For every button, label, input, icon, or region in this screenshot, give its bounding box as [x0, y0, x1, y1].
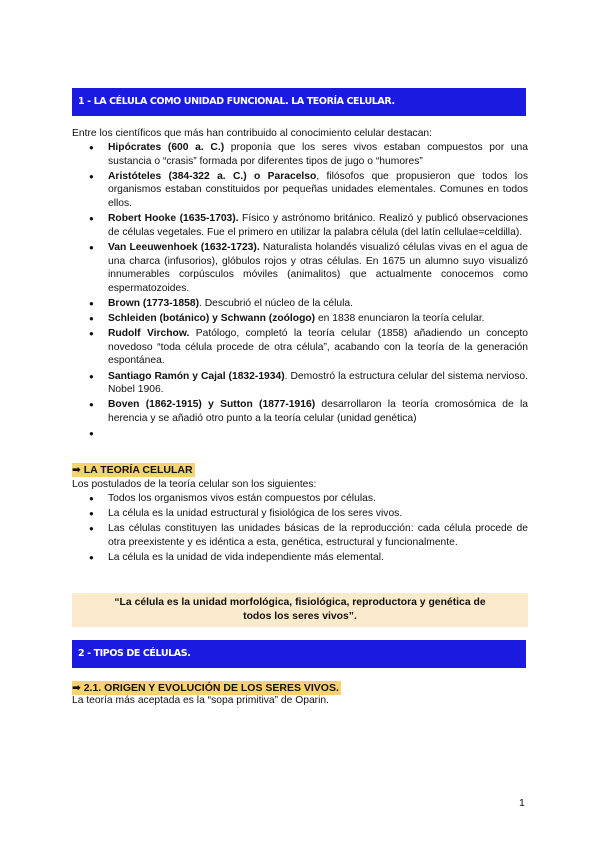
list-item: [72, 327, 528, 368]
intro-text: Entre los científicos que más han contribuido al conocimiento celular destacan:: [72, 128, 433, 139]
scientist-name: Aristóteles (384-322 a. C.) o Paracelso: [108, 170, 317, 182]
scientist-name: Brown (1773-1858): [108, 297, 199, 309]
list-item: [72, 141, 528, 168]
scientist-text: en 1838 enunciaron la teoría celular.: [315, 313, 485, 325]
scientist-text: proponía que los seres vivos estaban compuestos por una sustancia o “crasis” formada por diferentes tipos de jugo o “humores”: [108, 142, 528, 167]
list-item: [72, 398, 528, 425]
scientist-name: Schleiden (botánico) y Schwann (zoólogo): [108, 313, 316, 325]
postulados-list: [72, 492, 528, 566]
scientist-name: Robert Hooke (1635-1703).: [108, 213, 239, 225]
list-item: [72, 312, 528, 326]
cell-definition-quote: “La célula es la unidad morfológica, fisiológica, reproductora y genética de todos los seres vivos”.: [72, 593, 528, 627]
subsection-heading: ➡ 2.1. ORIGEN Y EVOLUCIÓN DE LOS SERES VIVOS.: [72, 682, 339, 694]
scientist-name: Van Leeuwenhoek (1632-1723).: [108, 241, 260, 253]
list-item: [72, 297, 528, 311]
section-2-header: 2 - TIPOS DE CÉLULAS.: [72, 640, 526, 668]
scientist-text: Naturalista holandés visualizó células vivas en el agua de una charca (infusorios), glóbulos rojos y otras células. En 1675 un alumno suyo visualizó innumerables corpúsculos móviles (animalitos) que actualmente conocemos como espermatozoides.: [108, 241, 529, 294]
page-number: 1: [519, 797, 525, 809]
subsection-text: La teoría más aceptada es la “sopa primitiva” de Oparin.: [72, 695, 329, 706]
postulados-intro: Los postulados de la teoría celular son los siguientes:: [72, 479, 317, 490]
scientist-text: Patólogo, completó la teoría celular (1858) añadiendo un concepto novedoso “toda célula procede de otra célula”, acabando con la teoría de la generación espontánea.: [108, 328, 528, 367]
list-item: [72, 370, 528, 397]
list-item: ● La célula es la unidad de vida independiente más elemental.: [72, 551, 528, 565]
scientist-name: Hipócrates (600 a. C.): [108, 142, 225, 153]
list-item: [72, 241, 528, 295]
teoria-celular-heading: ➡ LA TEORÍA CELULAR: [72, 464, 193, 476]
list-item: ● Todos los organismos vivos están compuestos por células.: [72, 492, 528, 506]
section-1-header: 1 - LA CÉLULA COMO UNIDAD FUNCIONAL. LA TEORÍA CELULAR.: [72, 88, 526, 116]
scientist-text: Físico y astrónomo británico. Realizó y publicó observaciones de células vegetales. Fue el primero en utilizar la palabra célula (del latín cellulae=celdilla).: [108, 213, 528, 238]
scientist-text: . Demostró la estructura celular del sistema nervioso. Nobel 1906.: [108, 370, 528, 396]
list-item: [72, 170, 528, 211]
list-item: [72, 212, 528, 239]
scientist-name: Rudolf Virchow.: [108, 328, 190, 340]
scientist-text: desarrollaron la teoría cromosómica de la herencia y se añadió otro punto a la teoría celular (unidad genética): [108, 399, 528, 425]
scientist-name: Santiago Ramón y Cajal (1832-1934): [108, 370, 285, 382]
scientists-list: [72, 141, 528, 442]
list-item-empty: [72, 427, 528, 441]
scientist-text: . Descubrió el núcleo de la célula.: [199, 297, 353, 309]
scientist-name: Boven (1862-1915) y Sutton (1877-1916): [108, 399, 316, 411]
scientist-text: , filósofos que propusieron que todos los organismos estaban constituidos por pequeñas unidades elementales. Comunes en todos ellos.: [108, 170, 528, 209]
list-item: ● Las células constituyen las unidades básicas de la reproducción: cada célula procede de otra preexistente y es idéntica a esta, genética, estructural y funcionalmente.: [72, 522, 528, 549]
list-item: ● La célula es la unidad estructural y fisiológica de los seres vivos.: [72, 507, 528, 521]
